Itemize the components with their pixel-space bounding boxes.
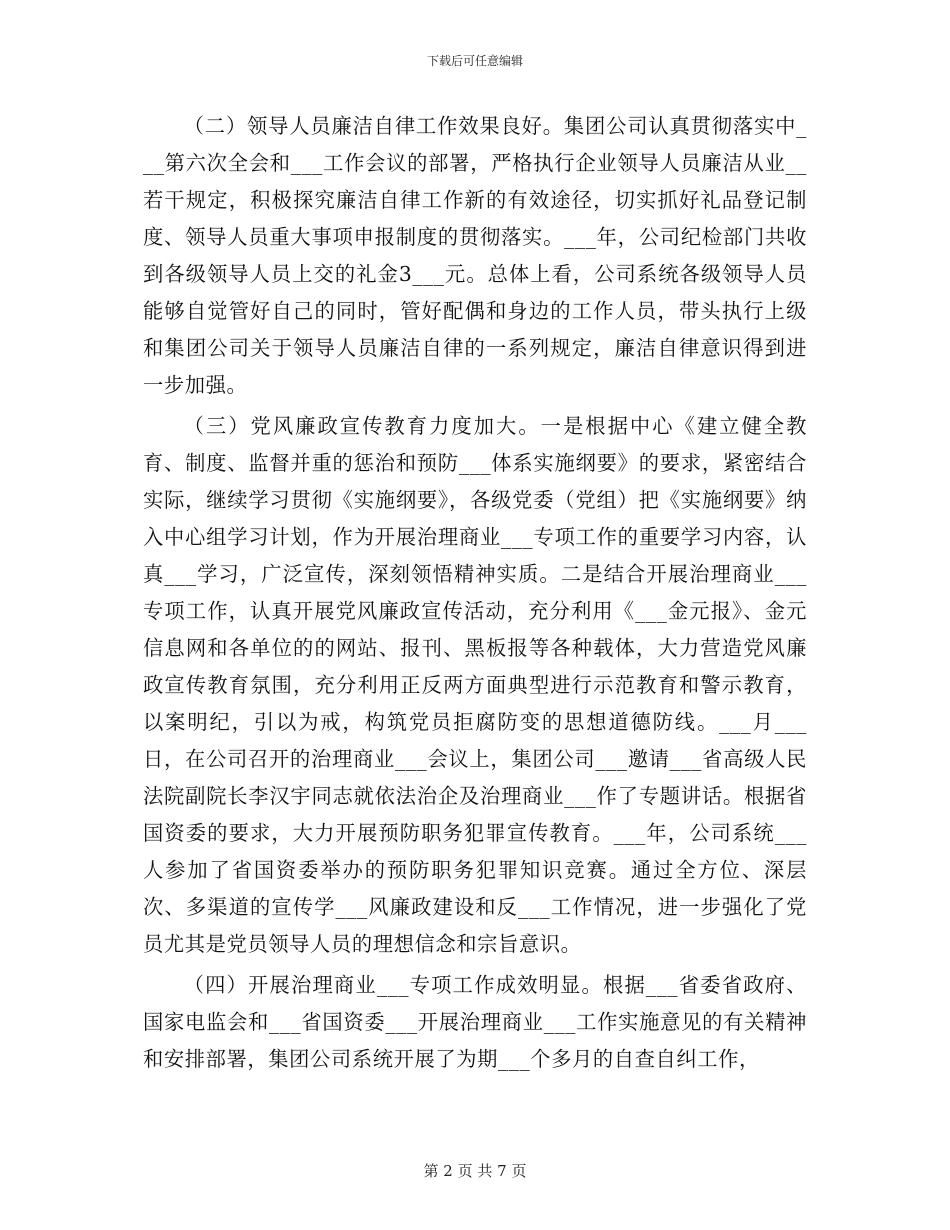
document-body — [143, 108, 807, 1078]
paragraph-publicity-education: （三）党风廉政宣传教育力度加大。一是根据中心《建立健全教育、制度、监督并重的惩治和预防___体系实施纲要》的要求，紧密结合实际，继续学习贯彻《实施纲要》，各级党委（党组）把《实施纲要》纳入中心组学习计划，作为开展治理商业___专项工作的重要学习内容，认真___学习，广泛宣传，深刻领悟精神实质。二是结合开展治理商业___专项工作，认真开展党风廉政宣传活动，充分利用《___金元报》、金元信息网和各单位的的网站、报刊、黑板报等各种载体，大力营造党风廉政宣传教育氛围，充分利用正反两方面典型进行示范教育和警示教育，以案明纪，引以为戒，构筑党员拒腐防变的思想道德防线。___月___日，在公司召开的治理商业___会议上，集团公司___邀请___省高级人民法院副院长李汉宇同志就依法治企及治理商业___作了专题讲话。根据省国资委的要求，大力开展预防职务犯罪宣传教育。___年，公司系统___人参加了省国资委举办的预防职务犯罪知识竞赛。通过全方位、深层次、多渠道的宣传学___风廉政建设和反___工作情况，进一步强化了党员尤其是党员领导人员的理想信念和宗旨意识。 — [143, 414, 807, 956]
page-number: 第 2 页 共 7 页 — [423, 1162, 527, 1180]
paragraph-leadership-integrity: （二）领导人员廉洁自律工作效果良好。集团公司认真贯彻落实中___第六次全会和___工作会议的部署，严格执行企业领导人员廉洁从业__若干规定，积极探究廉洁自律工作新的有效途径，切实抓好礼品登记制度、领导人员重大事项申报制度的贯彻落实。___年，公司纪检部门共收到各级领导人员上交的礼金3___元。总体上看，公司系统各级领导人员能够自觉管好自己的同时，管好配偶和身边的工作人员，带头执行上级和集团公司关于领导人员廉洁自律的一系列规定，廉洁自律意识得到进一步加强。 — [143, 114, 807, 397]
paragraph-special-work: （四）开展治理商业___专项工作成效明显。根据___省委省政府、国家电监会和___省国资委___开展治理商业___工作实施意见的有关精神和安排部署，集团公司系统开展了为期___个多月的自查自纠工作， — [143, 973, 807, 1071]
page-header: 下载后可任意编辑 — [426, 54, 523, 68]
